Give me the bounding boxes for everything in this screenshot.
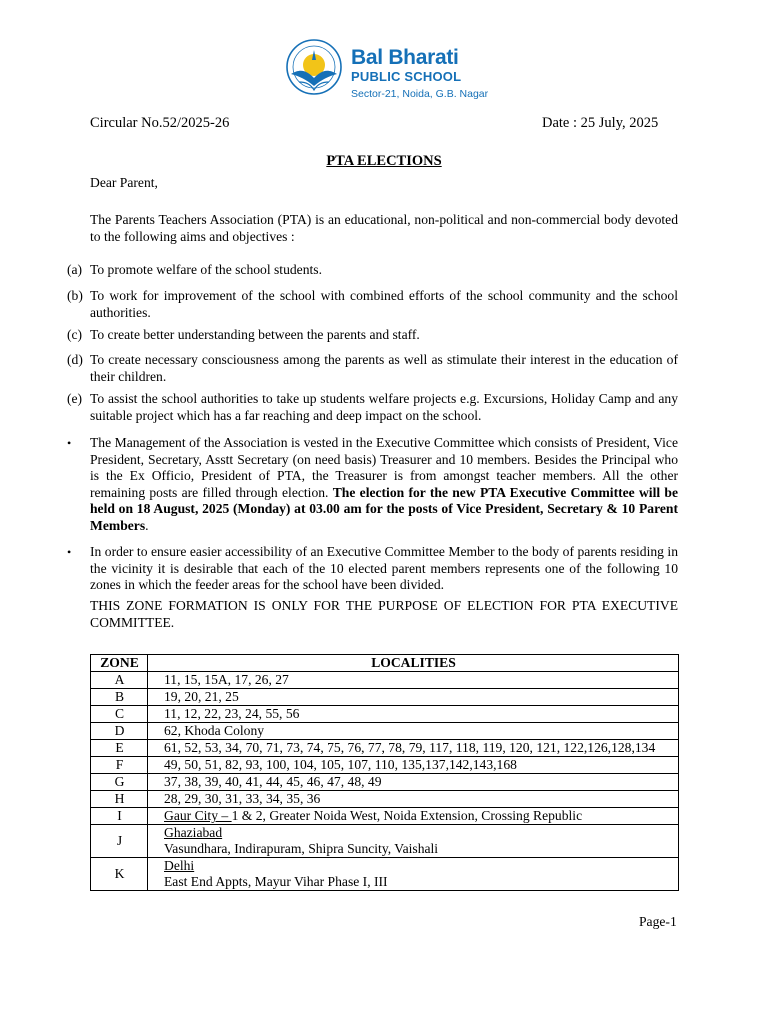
objective-item <box>67 327 678 344</box>
localities-cell: 19, 20, 21, 25 <box>148 689 679 706</box>
zone-cell: G <box>91 774 148 791</box>
zone-cell: E <box>91 740 148 757</box>
objective-label: (c) <box>67 327 83 342</box>
zone-note: THIS ZONE FORMATION IS ONLY FOR THE PURPOSE OF ELECTION FOR PTA EXECUTIVE COMMITTEE. <box>90 598 678 630</box>
table-header-zone: ZONE <box>91 655 148 672</box>
school-logo <box>281 38 489 102</box>
localities-cell: 37, 38, 39, 40, 41, 44, 45, 46, 47, 48, 49 <box>148 774 679 791</box>
greeting: Dear Parent, <box>90 175 158 190</box>
election-notice: The election for the new PTA Executive Committee will be held on 18 August, 2025 (Monday) at 03.00 am for the posts of Vice President, Secretary & 10 Parent Members <box>90 484 678 533</box>
circular-number: Circular No.52/2025-26 <box>90 115 230 131</box>
zone-cell: C <box>91 706 148 723</box>
school-emblem-icon <box>281 38 349 98</box>
table-row <box>91 858 679 891</box>
table-row <box>91 706 679 723</box>
objective-text: To create necessary consciousness among the parents as well as stimulate their interest in the education of their children. <box>90 352 678 384</box>
locality-detail: East End Appts, Mayur Vihar Phase I, III <box>164 874 388 889</box>
objective-label: (d) <box>67 352 83 367</box>
localities-cell <box>148 825 679 858</box>
page-number: Page-1 <box>639 914 677 929</box>
bullet-text <box>90 435 678 535</box>
intro-paragraph: The Parents Teachers Association (PTA) is an educational, non-political and non-commercial body devoted to the following aims and objectives : <box>90 212 678 244</box>
table-row <box>91 672 679 689</box>
objective-item <box>67 391 678 424</box>
localities-cell: 62, Khoda Colony <box>148 723 679 740</box>
bullet-text-end: . <box>145 517 149 533</box>
localities-cell: 49, 50, 51, 82, 93, 100, 104, 105, 107, 110, 135,137,142,143,168 <box>148 757 679 774</box>
localities-cell: 28, 29, 30, 31, 33, 34, 35, 36 <box>148 791 679 808</box>
zones-table <box>90 654 679 891</box>
school-address: Sector-21, Noida, G.B. Nagar <box>351 88 489 100</box>
table-header-row <box>91 655 679 672</box>
zone-cell: D <box>91 723 148 740</box>
bullet-paragraph <box>67 435 678 535</box>
locality-heading: Ghaziabad <box>164 825 223 840</box>
school-name: Bal Bharati <box>351 46 459 69</box>
locality-detail: Vasundhara, Indirapuram, Shipra Suncity, Vaishali <box>164 841 439 856</box>
locality-detail: 1 & 2, Greater Noida West, Noida Extension, Crossing Republic <box>231 808 583 823</box>
zone-cell: I <box>91 808 148 825</box>
objective-text: To work for improvement of the school with combined efforts of the school community and the school authorities. <box>90 288 678 320</box>
localities-cell: 11, 12, 22, 23, 24, 55, 56 <box>148 706 679 723</box>
circular-date: Date : 25 July, 2025 <box>542 115 659 131</box>
locality-heading: Gaur City – <box>164 808 232 823</box>
bullet-icon: • <box>67 545 72 559</box>
table-row <box>91 740 679 757</box>
objective-item <box>67 262 678 279</box>
localities-cell <box>148 858 679 891</box>
table-header-localities: LOCALITIES <box>148 655 679 672</box>
objective-item <box>67 288 678 321</box>
objective-item <box>67 352 678 385</box>
localities-cell: 61, 52, 53, 34, 70, 71, 73, 74, 75, 76, 77, 78, 79, 117, 118, 119, 120, 121, 122,126,128,134 <box>148 740 679 757</box>
table-row <box>91 825 679 858</box>
school-subtitle: PUBLIC SCHOOL <box>351 69 462 84</box>
table-row <box>91 774 679 791</box>
zone-cell: J <box>91 825 148 858</box>
table-row <box>91 808 679 825</box>
bullet-paragraph <box>67 544 678 594</box>
objective-text: To create better understanding between the parents and staff. <box>90 327 420 342</box>
zone-cell: A <box>91 672 148 689</box>
bullet-text-normal: The Management of the Association is vested in the Executive Committee which consists of President, Vice President, Secretary, Asstt Secretary (on need basis) Treasurer and 10 members. Besides the Principal who is the Ex Officio, President of PTA, the Treasurer is from amongst teacher members. All the other remaining posts are filled through election. <box>90 435 678 500</box>
table-row <box>91 757 679 774</box>
locality-heading: Delhi <box>164 858 195 873</box>
table-row <box>91 791 679 808</box>
page-title: PTA ELECTIONS <box>326 153 442 169</box>
zone-cell: F <box>91 757 148 774</box>
objective-label: (a) <box>67 262 83 277</box>
localities-cell <box>148 808 679 825</box>
zone-cell: H <box>91 791 148 808</box>
bullet-text: In order to ensure easier accessibility of an Executive Committee Member to the body of parents residing in the vicinity it is desirable that each of the 10 elected parent members represents one of the following 10 zones in which the feeder areas for the school have been divided. <box>90 544 678 593</box>
objective-text: To promote welfare of the school students. <box>90 262 322 277</box>
zone-cell: K <box>91 858 148 891</box>
table-row <box>91 689 679 706</box>
objective-text: To assist the school authorities to take up students welfare projects e.g. Excursions, Holiday Camp and any suitable project which has a far reaching and deep impact on the school. <box>90 391 678 423</box>
bullet-icon: • <box>67 436 72 450</box>
zone-cell: B <box>91 689 148 706</box>
objective-label: (e) <box>67 391 83 406</box>
objective-label: (b) <box>67 288 83 303</box>
table-row <box>91 723 679 740</box>
localities-cell: 11, 15, 15A, 17, 26, 27 <box>148 672 679 689</box>
